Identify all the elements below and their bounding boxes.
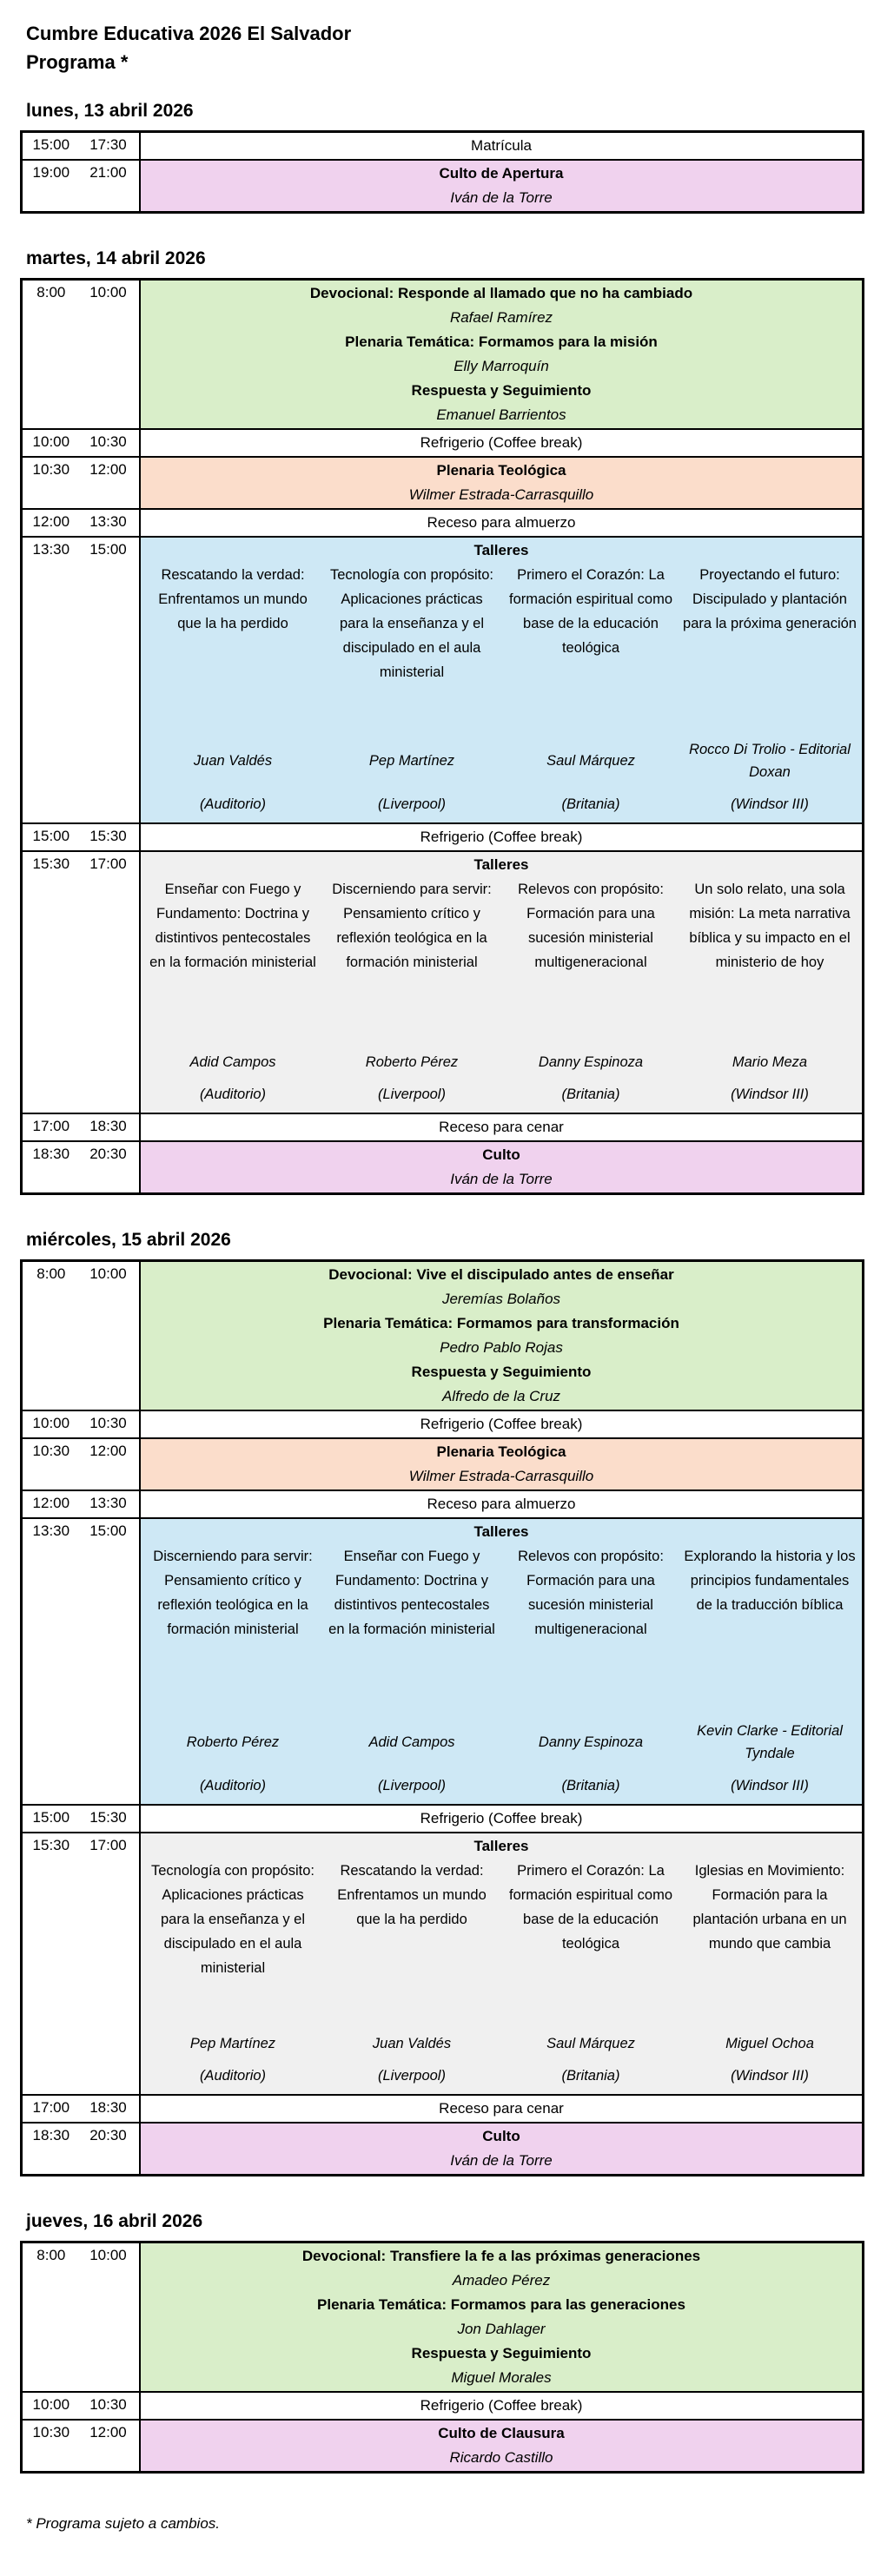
workshop-venue: (Liverpool) [378, 1087, 446, 1102]
session-cell [140, 132, 864, 161]
time-end: 17:00 [89, 1837, 127, 1853]
session-line: Devocional: Transfiere la fe a las próximas generaciones [301, 2248, 701, 2264]
workshop-title: Relevos con propósito: Formación para una sucesión ministerial multigeneracional [518, 1549, 664, 1637]
session-line: Wilmer Estrada-Carrasquillo [408, 486, 594, 503]
day-table-body [22, 2242, 864, 2473]
session-line: Receso para cenar [439, 2100, 564, 2117]
session-line: Respuesta y Seguimiento [411, 2345, 592, 2361]
session-content [141, 1833, 862, 2094]
session-line: Culto de Apertura [439, 165, 564, 182]
time-start: 10:00 [32, 1415, 70, 1431]
workshop-speaker: Roberto Pérez [365, 1054, 459, 1070]
time-start: 15:00 [32, 136, 70, 153]
day-table [20, 1259, 864, 2176]
time-end: 17:30 [89, 136, 127, 153]
time-start: 18:30 [32, 1146, 70, 1162]
time-cell [22, 2392, 141, 2420]
session-line: Refrigerio (Coffee break) [420, 829, 583, 845]
workshop-speaker: Pep Martínez [189, 2036, 276, 2051]
time-start: 10:00 [32, 2396, 70, 2413]
schedule-row [22, 2095, 864, 2123]
session-line: Plenaria Temática: Formamos para la misión [345, 334, 658, 350]
session-line: Iván de la Torre [450, 2152, 553, 2169]
session-line: Respuesta y Seguimiento [411, 1364, 592, 1380]
time-cell [22, 1833, 141, 2095]
time-end: 21:00 [89, 164, 127, 181]
workshop-venue: (Auditorio) [199, 1778, 267, 1793]
page-title [26, 19, 865, 76]
session-content [141, 1519, 862, 1804]
session-cell [140, 1833, 864, 2095]
session-content [141, 2421, 862, 2471]
session-cell [140, 509, 864, 537]
schedule-row [22, 1518, 864, 1805]
time-start: 17:00 [32, 1118, 70, 1134]
time-cell [22, 1805, 141, 1833]
workshop-venue: (Liverpool) [378, 2068, 446, 2084]
workshops [144, 563, 858, 822]
session-line: Plenaria Teológica [436, 1443, 566, 1460]
time-end: 13:30 [89, 513, 127, 530]
time-cell [22, 1141, 141, 1194]
session-line: Emanuel Barrientos [436, 406, 566, 423]
time-cell [22, 851, 141, 1113]
session-cell [140, 2123, 864, 2176]
workshop-speaker: Danny Espinoza [538, 1054, 644, 1070]
workshop-venue: (Windsor III) [731, 2068, 809, 2084]
workshop-venue: (Liverpool) [378, 1778, 446, 1793]
time-start: 12:00 [32, 513, 70, 530]
schedule-row [22, 509, 864, 537]
session-line: Miguel Morales [451, 2369, 552, 2386]
time-end: 10:30 [89, 1415, 127, 1431]
day-table [20, 130, 864, 214]
time-end: 13:30 [89, 1495, 127, 1511]
time-cell [22, 457, 141, 509]
time-end: 10:00 [89, 1265, 127, 1282]
session-content [141, 1262, 862, 1410]
workshop-title: Explorando la historia y los principios fundamentales de la traducción bíblica [684, 1549, 856, 1613]
workshop-speaker: Pep Martínez [368, 753, 455, 769]
schedule-row [22, 2392, 864, 2420]
schedule-row [22, 2123, 864, 2176]
workshop-title: Un solo relato, una sola misión: La meta narrativa bíblica y su impacto en el ministerio de hoy [689, 882, 851, 970]
time-start: 13:30 [32, 1522, 70, 1539]
workshop-venue: (Windsor III) [731, 1087, 809, 1102]
session-line: Jeremías Bolaños [441, 1291, 561, 1307]
session-cell [140, 1490, 864, 1518]
session-line: Iván de la Torre [450, 189, 553, 206]
workshop-venue: (Windsor III) [731, 1778, 809, 1793]
workshop-title: Discerniendo para servir: Pensamiento crítico y reflexión teológica en la formación ministerial [332, 882, 492, 970]
time-end: 15:00 [89, 1522, 127, 1539]
time-cell [22, 132, 141, 161]
session-cell [140, 537, 864, 823]
schedule-row [22, 429, 864, 457]
session-cell [140, 1141, 864, 1194]
page-title-line2: Programa * [26, 51, 129, 73]
workshop-title: Primero el Corazón: La formación espiritual como base de la educación teológica [509, 1863, 672, 1952]
session-content [141, 510, 862, 536]
session-content [141, 2393, 862, 2419]
session-content [141, 2243, 862, 2391]
session-line: Culto [482, 2128, 520, 2144]
session-line: Iván de la Torre [450, 1171, 553, 1187]
day-heading: jueves, 16 abril 2026 [26, 2211, 203, 2231]
workshop-venue: (Britania) [561, 796, 620, 812]
day-table-body [22, 132, 864, 213]
schedule-row [22, 1261, 864, 1411]
workshop-title: Iglesias en Movimiento: Formación para la plantación urbana en un mundo que cambia [692, 1863, 847, 1952]
session-cell [140, 1805, 864, 1833]
day-table-body [22, 280, 864, 1194]
time-start: 15:30 [32, 855, 70, 872]
talleres-header: Talleres [473, 1838, 529, 1854]
session-cell [140, 160, 864, 213]
session-line: Rafael Ramírez [449, 309, 553, 326]
session-line: Refrigerio (Coffee break) [420, 434, 583, 451]
session-cell [140, 457, 864, 509]
time-cell [22, 1261, 141, 1411]
session-line: Devocional: Responde al llamado que no ha cambiado [309, 285, 693, 301]
workshop-speaker: Juan Valdés [372, 2036, 452, 2051]
time-cell [22, 280, 141, 430]
session-cell [140, 1261, 864, 1411]
schedule-row [22, 2242, 864, 2393]
time-end: 10:30 [89, 2396, 127, 2413]
time-cell [22, 429, 141, 457]
time-end: 10:30 [89, 433, 127, 450]
time-cell [22, 2242, 141, 2393]
time-cell [22, 1490, 141, 1518]
session-line: Jon Dahlager [457, 2321, 546, 2337]
time-end: 10:00 [89, 284, 127, 301]
schedule-row [22, 1833, 864, 2095]
time-start: 10:30 [32, 1443, 70, 1459]
time-end: 18:30 [89, 2099, 127, 2116]
schedule-row [22, 537, 864, 823]
time-start: 18:30 [32, 2127, 70, 2143]
workshop-venue: (Auditorio) [199, 2068, 267, 2084]
workshop-title: Primero el Corazón: La formación espiritual como base de la educación teológica [509, 567, 672, 656]
session-cell [140, 2420, 864, 2473]
workshop-title: Tecnología con propósito: Aplicaciones prácticas para la enseñanza y el discipulado en el aula ministerial [329, 567, 494, 680]
time-cell [22, 2123, 141, 2176]
session-content [141, 133, 862, 159]
workshop-speaker: Kevin Clarke - Editorial Tyndale [697, 1723, 843, 1761]
workshops [144, 1544, 858, 1803]
time-start: 8:00 [36, 284, 66, 301]
workshop-speaker: Adid Campos [368, 1734, 455, 1750]
time-start: 15:00 [32, 828, 70, 844]
session-content [141, 161, 862, 211]
time-start: 13:30 [32, 541, 70, 558]
workshop-venue: (Windsor III) [731, 796, 809, 812]
session-line: Elly Marroquín [454, 358, 549, 374]
time-start: 19:00 [32, 164, 70, 181]
workshop-speaker: Roberto Pérez [186, 1734, 280, 1750]
session-content [141, 1439, 862, 1489]
session-line: Culto de Clausura [438, 2425, 565, 2441]
session-content [141, 538, 862, 822]
day-heading: martes, 14 abril 2026 [26, 248, 206, 268]
day-heading: lunes, 13 abril 2026 [26, 101, 194, 121]
workshop-speaker: Juan Valdés [193, 753, 273, 769]
time-end: 12:00 [89, 1443, 127, 1459]
workshops [144, 1859, 858, 2093]
time-start: 12:00 [32, 1495, 70, 1511]
session-content [141, 1411, 862, 1437]
workshop-speaker: Saul Márquez [546, 753, 635, 769]
session-content [141, 2096, 862, 2122]
session-line: Wilmer Estrada-Carrasquillo [408, 1468, 594, 1484]
talleres-header: Talleres [473, 1523, 529, 1540]
schedule-row [22, 160, 864, 213]
session-cell [140, 2392, 864, 2420]
workshop-venue: (Britania) [561, 2068, 620, 2084]
session-cell [140, 851, 864, 1113]
session-cell [140, 1518, 864, 1805]
session-cell [140, 1410, 864, 1438]
day-table-body [22, 1261, 864, 2176]
time-cell [22, 2095, 141, 2123]
workshop-venue: (Auditorio) [199, 796, 267, 812]
time-start: 10:30 [32, 461, 70, 478]
time-end: 17:00 [89, 855, 127, 872]
time-end: 20:30 [89, 2127, 127, 2143]
workshop-title: Rescatando la verdad: Enfrentamos un mundo que la ha perdido [158, 567, 308, 631]
session-cell [140, 2242, 864, 2393]
schedule-row [22, 2420, 864, 2473]
workshop-speaker: Mario Meza [732, 1054, 808, 1070]
session-line: Culto [482, 1146, 520, 1163]
schedule [20, 101, 865, 2474]
schedule-row [22, 1141, 864, 1194]
workshop-title: Enseñar con Fuego y Fundamento: Doctrina y distintivos pentecostales en la formación ministerial [328, 1549, 495, 1637]
time-start: 10:30 [32, 2424, 70, 2441]
time-cell [22, 160, 141, 213]
time-end: 12:00 [89, 461, 127, 478]
workshop-title: Relevos con propósito: Formación para una sucesión ministerial multigeneracional [518, 882, 664, 970]
day-table [20, 278, 864, 1195]
session-line: Respuesta y Seguimiento [411, 382, 592, 399]
time-end: 12:00 [89, 2424, 127, 2441]
schedule-row [22, 1113, 864, 1141]
time-cell [22, 1438, 141, 1490]
schedule-row [22, 1438, 864, 1490]
workshop-title: Discerniendo para servir: Pensamiento crítico y reflexión teológica en la formación ministerial [153, 1549, 313, 1637]
session-content [141, 458, 862, 508]
session-content [141, 824, 862, 850]
time-end: 18:30 [89, 1118, 127, 1134]
session-cell [140, 1438, 864, 1490]
session-content [141, 1491, 862, 1517]
session-content [141, 281, 862, 428]
time-start: 15:00 [32, 1809, 70, 1826]
session-content [141, 2124, 862, 2174]
schedule-row [22, 823, 864, 851]
time-cell [22, 823, 141, 851]
workshop-title: Rescatando la verdad: Enfrentamos un mundo que la ha perdido [337, 1863, 487, 1927]
time-end: 20:30 [89, 1146, 127, 1162]
session-line: Amadeo Pérez [452, 2272, 551, 2289]
workshop-venue: (Britania) [561, 1778, 620, 1793]
schedule-row [22, 1805, 864, 1833]
talleres-header: Talleres [473, 542, 529, 558]
time-cell [22, 1410, 141, 1438]
session-cell [140, 429, 864, 457]
talleres-header: Talleres [473, 856, 529, 873]
time-cell [22, 1518, 141, 1805]
session-cell [140, 280, 864, 430]
workshop-speaker: Miguel Ochoa [725, 2036, 814, 2051]
workshop-venue: (Auditorio) [199, 1087, 267, 1102]
session-cell [140, 1113, 864, 1141]
day-heading: miércoles, 15 abril 2026 [26, 1230, 231, 1250]
session-line: Pedro Pablo Rojas [440, 1339, 563, 1356]
time-end: 15:00 [89, 541, 127, 558]
time-end: 15:30 [89, 828, 127, 844]
time-cell [22, 537, 141, 823]
session-content [141, 1114, 862, 1140]
time-end: 15:30 [89, 1809, 127, 1826]
session-line: Ricardo Castillo [449, 2449, 553, 2466]
session-line: Receso para cenar [439, 1119, 564, 1135]
session-content [141, 1806, 862, 1832]
session-cell [140, 823, 864, 851]
session-line: Devocional: Vive el discipulado antes de enseñar [328, 1266, 674, 1283]
workshop-speaker: Adid Campos [189, 1054, 276, 1070]
schedule-row [22, 132, 864, 161]
session-line: Plenaria Teológica [436, 462, 566, 479]
workshop-venue: (Liverpool) [378, 796, 446, 812]
session-cell [140, 2095, 864, 2123]
footnote: * Programa sujeto a cambios. [26, 2515, 220, 2532]
workshop-title: Enseñar con Fuego y Fundamento: Doctrina y distintivos pentecostales en la formación ministerial [149, 882, 316, 970]
time-start: 10:00 [32, 433, 70, 450]
day-table [20, 2241, 864, 2474]
schedule-row [22, 1410, 864, 1438]
schedule-row [22, 851, 864, 1113]
workshop-title: Proyectando el futuro: Discipulado y plantación para la próxima generación [683, 567, 857, 631]
workshop-venue: (Britania) [561, 1087, 620, 1102]
session-line: Refrigerio (Coffee break) [420, 2397, 583, 2414]
time-start: 17:00 [32, 2099, 70, 2116]
session-content [141, 1142, 862, 1192]
workshop-speaker: Danny Espinoza [538, 1734, 644, 1750]
session-line: Plenaria Temática: Formamos para transformación [323, 1315, 679, 1331]
session-line: Plenaria Temática: Formamos para las generaciones [317, 2296, 685, 2313]
workshops [144, 877, 858, 1112]
session-line: Alfredo de la Cruz [441, 1388, 561, 1404]
time-cell [22, 2420, 141, 2473]
schedule-row [22, 280, 864, 430]
time-cell [22, 509, 141, 537]
session-line: Matrícula [471, 137, 532, 154]
session-content [141, 430, 862, 456]
time-end: 10:00 [89, 2247, 127, 2263]
time-start: 15:30 [32, 1837, 70, 1853]
schedule-row [22, 1490, 864, 1518]
workshop-speaker: Saul Márquez [546, 2036, 635, 2051]
time-cell [22, 1113, 141, 1141]
page-title-line1: Cumbre Educativa 2026 El Salvador [26, 23, 352, 44]
workshop-title: Tecnología con propósito: Aplicaciones prácticas para la enseñanza y el discipulado en el aula ministerial [150, 1863, 315, 1976]
time-start: 8:00 [36, 1265, 66, 1282]
session-line: Refrigerio (Coffee break) [420, 1416, 583, 1432]
session-content [141, 852, 862, 1113]
session-line: Refrigerio (Coffee break) [420, 1810, 583, 1826]
workshop-speaker: Rocco Di Trolio - Editorial Doxan [689, 742, 851, 780]
session-line: Receso para almuerzo [427, 1496, 576, 1512]
schedule-row [22, 457, 864, 509]
session-line: Receso para almuerzo [427, 514, 576, 531]
time-start: 8:00 [36, 2247, 66, 2263]
